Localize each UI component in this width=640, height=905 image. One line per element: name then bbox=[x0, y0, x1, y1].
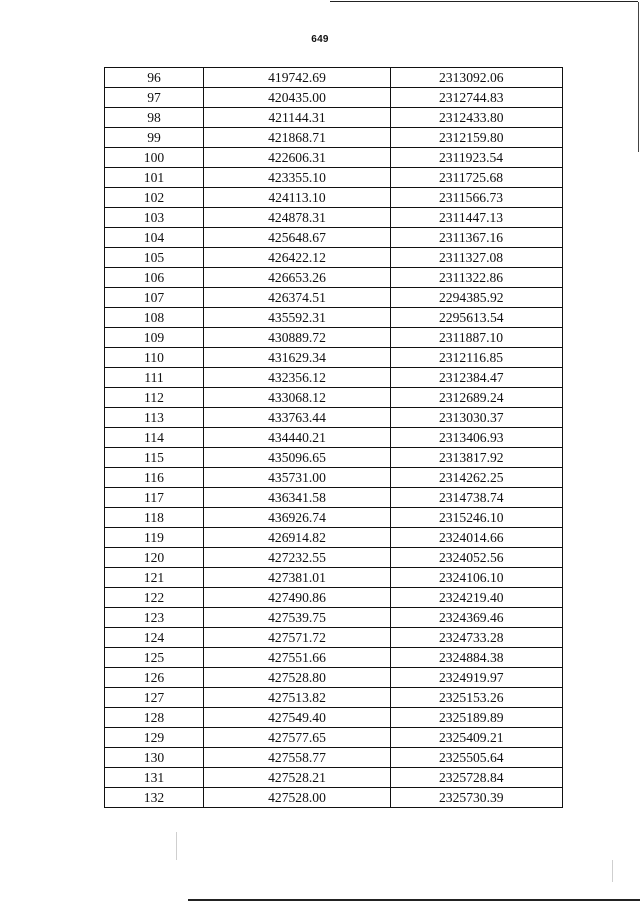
point-number-cell: 96 bbox=[105, 68, 204, 88]
point-number-cell: 119 bbox=[105, 528, 204, 548]
point-number-cell: 109 bbox=[105, 328, 204, 348]
point-number-cell: 125 bbox=[105, 648, 204, 668]
point-number-cell: 118 bbox=[105, 508, 204, 528]
y-coordinate-cell: 2324919.97 bbox=[391, 668, 563, 688]
point-number-cell: 126 bbox=[105, 668, 204, 688]
y-coordinate-cell: 2325189.89 bbox=[391, 708, 563, 728]
x-coordinate-cell: 430889.72 bbox=[204, 328, 391, 348]
page-number: 649 bbox=[311, 34, 329, 45]
x-coordinate-cell: 427558.77 bbox=[204, 748, 391, 768]
x-coordinate-cell: 431629.34 bbox=[204, 348, 391, 368]
point-number-cell: 102 bbox=[105, 188, 204, 208]
y-coordinate-cell: 2311725.68 bbox=[391, 168, 563, 188]
x-coordinate-cell: 426374.51 bbox=[204, 288, 391, 308]
point-number-cell: 106 bbox=[105, 268, 204, 288]
x-coordinate-cell: 424878.31 bbox=[204, 208, 391, 228]
point-number-cell: 99 bbox=[105, 128, 204, 148]
y-coordinate-cell: 2324733.28 bbox=[391, 628, 563, 648]
point-number-cell: 112 bbox=[105, 388, 204, 408]
table-row bbox=[105, 128, 563, 148]
point-number-cell: 105 bbox=[105, 248, 204, 268]
x-coordinate-cell: 426653.26 bbox=[204, 268, 391, 288]
table-row bbox=[105, 748, 563, 768]
table-row bbox=[105, 248, 563, 268]
x-coordinate-cell: 427539.75 bbox=[204, 608, 391, 628]
point-number-cell: 129 bbox=[105, 728, 204, 748]
x-coordinate-cell: 434440.21 bbox=[204, 428, 391, 448]
y-coordinate-cell: 2312159.80 bbox=[391, 128, 563, 148]
scan-edge-right bbox=[638, 2, 639, 152]
x-coordinate-cell: 427513.82 bbox=[204, 688, 391, 708]
table-row bbox=[105, 68, 563, 88]
y-coordinate-cell: 2325728.84 bbox=[391, 768, 563, 788]
y-coordinate-cell: 2295613.54 bbox=[391, 308, 563, 328]
table-row bbox=[105, 728, 563, 748]
table-row bbox=[105, 568, 563, 588]
table-row bbox=[105, 188, 563, 208]
x-coordinate-cell: 427232.55 bbox=[204, 548, 391, 568]
table-row bbox=[105, 348, 563, 368]
point-number-cell: 111 bbox=[105, 368, 204, 388]
table-row bbox=[105, 768, 563, 788]
table-row bbox=[105, 368, 563, 388]
y-coordinate-cell: 2311887.10 bbox=[391, 328, 563, 348]
table-row bbox=[105, 668, 563, 688]
x-coordinate-cell: 435731.00 bbox=[204, 468, 391, 488]
table-row bbox=[105, 408, 563, 428]
y-coordinate-cell: 2312689.24 bbox=[391, 388, 563, 408]
table-row bbox=[105, 228, 563, 248]
table-row bbox=[105, 268, 563, 288]
y-coordinate-cell: 2312384.47 bbox=[391, 368, 563, 388]
table-row bbox=[105, 788, 563, 808]
point-number-cell: 117 bbox=[105, 488, 204, 508]
point-number-cell: 132 bbox=[105, 788, 204, 808]
coordinate-table-body bbox=[105, 68, 563, 808]
point-number-cell: 100 bbox=[105, 148, 204, 168]
point-number-cell: 98 bbox=[105, 108, 204, 128]
table-row bbox=[105, 468, 563, 488]
y-coordinate-cell: 2314262.25 bbox=[391, 468, 563, 488]
table-row bbox=[105, 588, 563, 608]
x-coordinate-cell: 433763.44 bbox=[204, 408, 391, 428]
table-row bbox=[105, 168, 563, 188]
scan-mark bbox=[612, 860, 613, 882]
y-coordinate-cell: 2314738.74 bbox=[391, 488, 563, 508]
x-coordinate-cell: 436926.74 bbox=[204, 508, 391, 528]
y-coordinate-cell: 2313092.06 bbox=[391, 68, 563, 88]
y-coordinate-cell: 2324014.66 bbox=[391, 528, 563, 548]
y-coordinate-cell: 2311923.54 bbox=[391, 148, 563, 168]
point-number-cell: 114 bbox=[105, 428, 204, 448]
table-row bbox=[105, 688, 563, 708]
point-number-cell: 121 bbox=[105, 568, 204, 588]
y-coordinate-cell: 2311566.73 bbox=[391, 188, 563, 208]
y-coordinate-cell: 2324369.46 bbox=[391, 608, 563, 628]
point-number-cell: 127 bbox=[105, 688, 204, 708]
x-coordinate-cell: 427571.72 bbox=[204, 628, 391, 648]
y-coordinate-cell: 2311327.08 bbox=[391, 248, 563, 268]
table-row bbox=[105, 308, 563, 328]
table-row bbox=[105, 388, 563, 408]
x-coordinate-cell: 424113.10 bbox=[204, 188, 391, 208]
x-coordinate-cell: 419742.69 bbox=[204, 68, 391, 88]
point-number-cell: 120 bbox=[105, 548, 204, 568]
y-coordinate-cell: 2315246.10 bbox=[391, 508, 563, 528]
y-coordinate-cell: 2325409.21 bbox=[391, 728, 563, 748]
point-number-cell: 97 bbox=[105, 88, 204, 108]
table-row bbox=[105, 328, 563, 348]
y-coordinate-cell: 2311322.86 bbox=[391, 268, 563, 288]
point-number-cell: 110 bbox=[105, 348, 204, 368]
x-coordinate-cell: 420435.00 bbox=[204, 88, 391, 108]
table-row bbox=[105, 428, 563, 448]
point-number-cell: 103 bbox=[105, 208, 204, 228]
x-coordinate-cell: 435592.31 bbox=[204, 308, 391, 328]
y-coordinate-cell: 2325730.39 bbox=[391, 788, 563, 808]
x-coordinate-cell: 432356.12 bbox=[204, 368, 391, 388]
x-coordinate-cell: 421868.71 bbox=[204, 128, 391, 148]
y-coordinate-cell: 2311367.16 bbox=[391, 228, 563, 248]
x-coordinate-cell: 421144.31 bbox=[204, 108, 391, 128]
point-number-cell: 130 bbox=[105, 748, 204, 768]
table-row bbox=[105, 648, 563, 668]
point-number-cell: 115 bbox=[105, 448, 204, 468]
point-number-cell: 122 bbox=[105, 588, 204, 608]
table-row bbox=[105, 288, 563, 308]
point-number-cell: 128 bbox=[105, 708, 204, 728]
y-coordinate-cell: 2312116.85 bbox=[391, 348, 563, 368]
x-coordinate-cell: 427528.00 bbox=[204, 788, 391, 808]
x-coordinate-cell: 422606.31 bbox=[204, 148, 391, 168]
y-coordinate-cell: 2313030.37 bbox=[391, 408, 563, 428]
table-row bbox=[105, 108, 563, 128]
x-coordinate-cell: 433068.12 bbox=[204, 388, 391, 408]
coordinate-table bbox=[104, 67, 563, 808]
table-row bbox=[105, 608, 563, 628]
x-coordinate-cell: 427549.40 bbox=[204, 708, 391, 728]
x-coordinate-cell: 425648.67 bbox=[204, 228, 391, 248]
y-coordinate-cell: 2325505.64 bbox=[391, 748, 563, 768]
y-coordinate-cell: 2294385.92 bbox=[391, 288, 563, 308]
table-row bbox=[105, 448, 563, 468]
point-number-cell: 101 bbox=[105, 168, 204, 188]
table-row bbox=[105, 628, 563, 648]
table-row bbox=[105, 208, 563, 228]
point-number-cell: 104 bbox=[105, 228, 204, 248]
x-coordinate-cell: 427381.01 bbox=[204, 568, 391, 588]
point-number-cell: 123 bbox=[105, 608, 204, 628]
table-row bbox=[105, 488, 563, 508]
point-number-cell: 124 bbox=[105, 628, 204, 648]
x-coordinate-cell: 427528.21 bbox=[204, 768, 391, 788]
x-coordinate-cell: 427577.65 bbox=[204, 728, 391, 748]
scan-edge-bottom bbox=[188, 899, 640, 901]
y-coordinate-cell: 2312744.83 bbox=[391, 88, 563, 108]
y-coordinate-cell: 2324884.38 bbox=[391, 648, 563, 668]
y-coordinate-cell: 2311447.13 bbox=[391, 208, 563, 228]
scan-mark bbox=[176, 832, 177, 860]
table-row bbox=[105, 708, 563, 728]
x-coordinate-cell: 426422.12 bbox=[204, 248, 391, 268]
y-coordinate-cell: 2325153.26 bbox=[391, 688, 563, 708]
y-coordinate-cell: 2324106.10 bbox=[391, 568, 563, 588]
point-number-cell: 131 bbox=[105, 768, 204, 788]
scan-edge-top bbox=[330, 1, 638, 2]
point-number-cell: 113 bbox=[105, 408, 204, 428]
y-coordinate-cell: 2324219.40 bbox=[391, 588, 563, 608]
table-row bbox=[105, 88, 563, 108]
y-coordinate-cell: 2313406.93 bbox=[391, 428, 563, 448]
x-coordinate-cell: 426914.82 bbox=[204, 528, 391, 548]
table-row bbox=[105, 508, 563, 528]
x-coordinate-cell: 427490.86 bbox=[204, 588, 391, 608]
x-coordinate-cell: 427528.80 bbox=[204, 668, 391, 688]
point-number-cell: 108 bbox=[105, 308, 204, 328]
x-coordinate-cell: 427551.66 bbox=[204, 648, 391, 668]
x-coordinate-cell: 423355.10 bbox=[204, 168, 391, 188]
y-coordinate-cell: 2324052.56 bbox=[391, 548, 563, 568]
y-coordinate-cell: 2313817.92 bbox=[391, 448, 563, 468]
point-number-cell: 107 bbox=[105, 288, 204, 308]
y-coordinate-cell: 2312433.80 bbox=[391, 108, 563, 128]
point-number-cell: 116 bbox=[105, 468, 204, 488]
table-row bbox=[105, 148, 563, 168]
x-coordinate-cell: 435096.65 bbox=[204, 448, 391, 468]
table-row bbox=[105, 528, 563, 548]
table-row bbox=[105, 548, 563, 568]
x-coordinate-cell: 436341.58 bbox=[204, 488, 391, 508]
